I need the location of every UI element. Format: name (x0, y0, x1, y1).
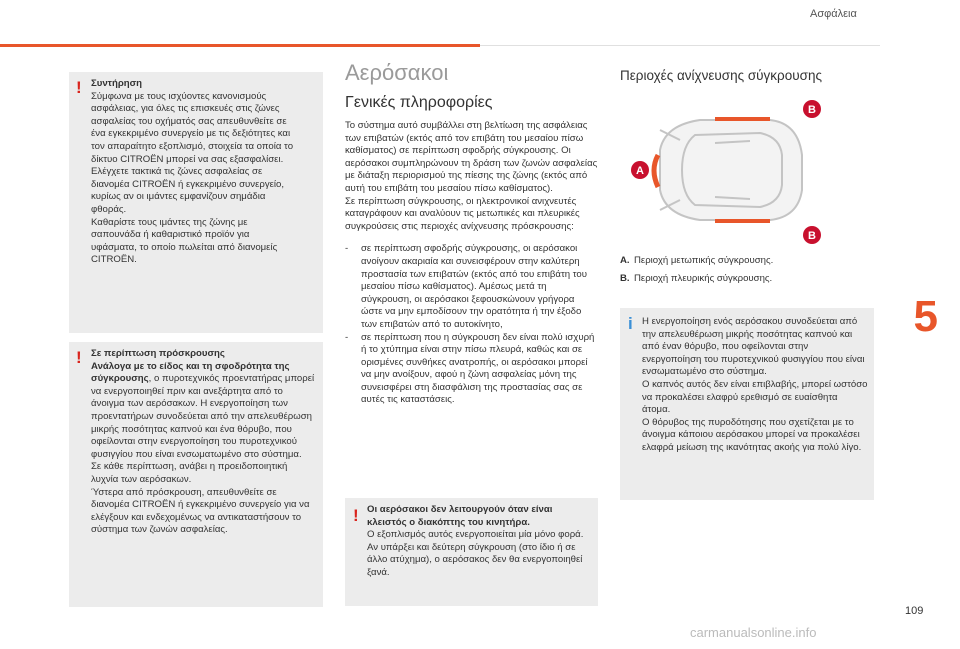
maintenance-text (91, 91, 317, 267)
impact-paragraph-2: Σε κάθε περίπτωση, ανάβει η προειδοποιητική λυχνία των αερόσακων. (91, 461, 288, 485)
page-number: 109 (905, 605, 924, 617)
deployment-info-box (620, 308, 874, 500)
maintenance-line: δίκτυο CITROËN μπορεί να σας εξασφαλίσει. (91, 153, 284, 165)
legend-row-a: A. Περιοχή μετωπικής σύγκρουσης. (620, 255, 774, 266)
deployment-list (345, 243, 598, 407)
deployment-info-paragraph-1: Η ενεργοποίηση ενός αερόσακου συνοδεύεται από την απελευθέρωση μικρής ποσότητας καπνού και από έναν θόρυβο, που οφείλονται στην ενεργοποίηση του πυροτεχνικού φυσιγγίου που είναι ενσωματωμένο στο σύστημα. (642, 316, 865, 378)
general-info-paragraph-1: Το σύστημα αυτό συμβάλλει στη βελτίωση της ασφάλειας των επιβατών (εκτός από τον επιβάτη του μεσαίου πίσω καθίσματος) σε περίπτωση σφοδρής σύγκρουσης. Οι αερόσακοι συμπληρώνουν τη δράση των ζωνών ασφαλείας με διάταξη περιορισμού της πίεσης της ζώνης (εκτός από αυτή του επιβάτη του μεσαίου πίσω καθίσματος). (345, 120, 598, 194)
diagram-legend (620, 252, 880, 288)
warning-icon: ! (76, 348, 82, 367)
maintenance-title: Συντήρηση (91, 78, 143, 89)
impact-title: Σε περίπτωση πρόσκρουσης (91, 348, 225, 359)
deployment-info-paragraph-3: Ο θόρυβος της πυροδότησης που σχετίζεται με το άνοιγμα κάποιου αερόσακου μπορεί να προκαλέσει ελαφρά μείωση της ικανότητας ακοής για πολύ λίγο. (642, 416, 862, 453)
svg-text:B: B (808, 104, 816, 116)
maintenance-line: υφάσματα, το οποίο πωλείται από διανομείς (91, 241, 278, 253)
ignition-warning-title: Οι αερόσακοι δεν λειτουργούν όταν είναι κλειστός ο διακόπτης του κινητήρα. (367, 504, 553, 528)
car-outline (660, 120, 802, 220)
maintenance-line: διανομέα CITROËN ή εγκεκριμένο συνεργείο, (91, 178, 285, 190)
ignition-warning-box (345, 498, 598, 606)
section-title: Ασφάλεια (810, 8, 857, 20)
info-icon: i (628, 314, 633, 333)
maintenance-line: ένα εγκεκριμένο συνεργείο με τις δεξιότητες και (91, 128, 291, 140)
watermark: carmanualsonline.info (690, 625, 817, 640)
deployment-info-paragraph-2: Ο καπνός αυτός δεν είναι επιβλαβής, μπορεί ωστόσο να προκαλέσει ελαφρύ ερεθισμό σε ευαίσθητα άτομα. (642, 378, 868, 416)
svg-text:B: B (808, 230, 816, 242)
maintenance-line: Ελέγχετε τακτικά τις ζώνες ασφαλείας σε (91, 166, 263, 178)
general-info-paragraph-2: Σε περίπτωση σύγκρουσης, οι ηλεκτρονικοί ανιχνευτές καταγράφουν και αναλύουν τις μετωπικές και πλευρικές συγκρούσεις στις περιοχές ανίχνευσης πρόσκρουσης: (345, 195, 580, 232)
car-diagram (620, 95, 830, 245)
marker-a (631, 161, 649, 179)
legend-row-b: B. Περιοχή πλευρικής σύγκρουσης. (620, 273, 773, 284)
svg-text:A: A (636, 165, 644, 177)
airbags-section (345, 60, 598, 407)
maintenance-line: CITROËN. (91, 254, 137, 266)
maintenance-line: φθοράς. (91, 203, 127, 215)
maintenance-line: Καθαρίστε τους ιμάντες της ζώνης με (91, 216, 248, 228)
warning-icon: ! (353, 506, 359, 525)
impact-warning-box (69, 342, 323, 607)
ignition-warning-body: Ο εξοπλισμός αυτός ενεργοποιείται μία μόνο φορά. Αν υπάρξει και δεύτερη σύγκρουση (στο ίδιο ή σε άλλο ατύχημα), ο αερόσακος δεν θα ενεργοποιηθεί ξανά. (367, 529, 584, 578)
chapter-number: 5 (913, 292, 938, 341)
section-heading: Αερόσακοι (345, 60, 449, 85)
marker-b-top (803, 100, 821, 118)
maintenance-line: ασφαλείας του οχήματός σας απευθυνθείτε σε (91, 115, 287, 127)
list-item: - σε περίπτωση σφοδρής σύγκρουσης, οι αερόσακοι ανοίγουν ακαριαία και συνεισφέρουν στην καλύτερη προστασία των επιβατών (εκτός από του επιβάτη του μεσαίου πίσω καθίσματος). Αμέσως μετά τη σύγκρουση, οι αερόσακοι ξεφουσκώνουν γρήγορα ώστε να μην εμποδίσουν την ορατότητα ή την έξοδο των επιβατών από το αυτοκίνητο, (345, 243, 598, 331)
list-item: - σε περίπτωση που η σύγκρουση δεν είναι πολύ ισχυρή ή το χτύπημα είναι στην πίσω πλευρά, καθώς και σε ορισμένες συνθήκες ανατροπής, οι αερόσακοι μπορεί να μην ανοίξουν, αφού η ζώνη ασφαλείας μόνη της συνεισφέρει στη διασφάλιση της προστασίας σας σε αυτές τις καταστάσεις. (345, 332, 598, 408)
maintenance-warning-box (69, 72, 323, 333)
general-info-heading: Γενικές πληροφορίες (345, 94, 493, 111)
header-divider (480, 45, 880, 46)
maintenance-line: ασφάλειας, για όλες τις επισκευές στις ζώνες (91, 103, 280, 115)
header-accent-bar (0, 44, 480, 47)
front-impact-zone (654, 155, 658, 187)
detection-zones-heading: Περιοχές ανίχνευσης σύγκρουσης (620, 68, 822, 83)
detection-zones-section (620, 68, 874, 83)
maintenance-line: Σύμφωνα με τους ισχύοντες κανονισμούς (91, 90, 267, 102)
impact-paragraph-3: Ύστερα από πρόσκρουση, απευθυνθείτε σε διανομέα CITROËN ή εγκεκριμένο συνεργείο για να ελέγξουν και ενδεχομένως να αντικαταστήσουν το σύστημα των ζωνών ασφαλείας. (91, 486, 310, 536)
warning-icon: ! (76, 78, 82, 97)
maintenance-line: κυρίως αν οι ιμάντες εμφανίζουν σημάδια (91, 191, 266, 203)
maintenance-line: τον απαραίτητο εξοπλισμό, στοιχεία τα οποία το (91, 140, 294, 152)
impact-paragraph-1: Ανάλογα με το είδος και τη σφοδρότητα της σύγκρουσης, ο πυροτεχνικός προεντατήρας μπορεί να ενεργοποιηθεί πριν και ανεξάρτητα από το άνοιγμα των αερόσακων. Η ενεργοποίηση των προεντατήρων συνοδεύεται από την απελευθέρωση μικρής ποσότητας καπνού και ένα θόρυβο, που οφείλονται στην ενεργοποίηση του πυροτεχνικού φυσιγγίου που είναι ενσωματωμένο στο σύστημα. (91, 360, 315, 460)
maintenance-line: σαπουνάδα ή καθαριστικό προϊόν για (91, 229, 250, 241)
marker-b-bottom (803, 226, 821, 244)
